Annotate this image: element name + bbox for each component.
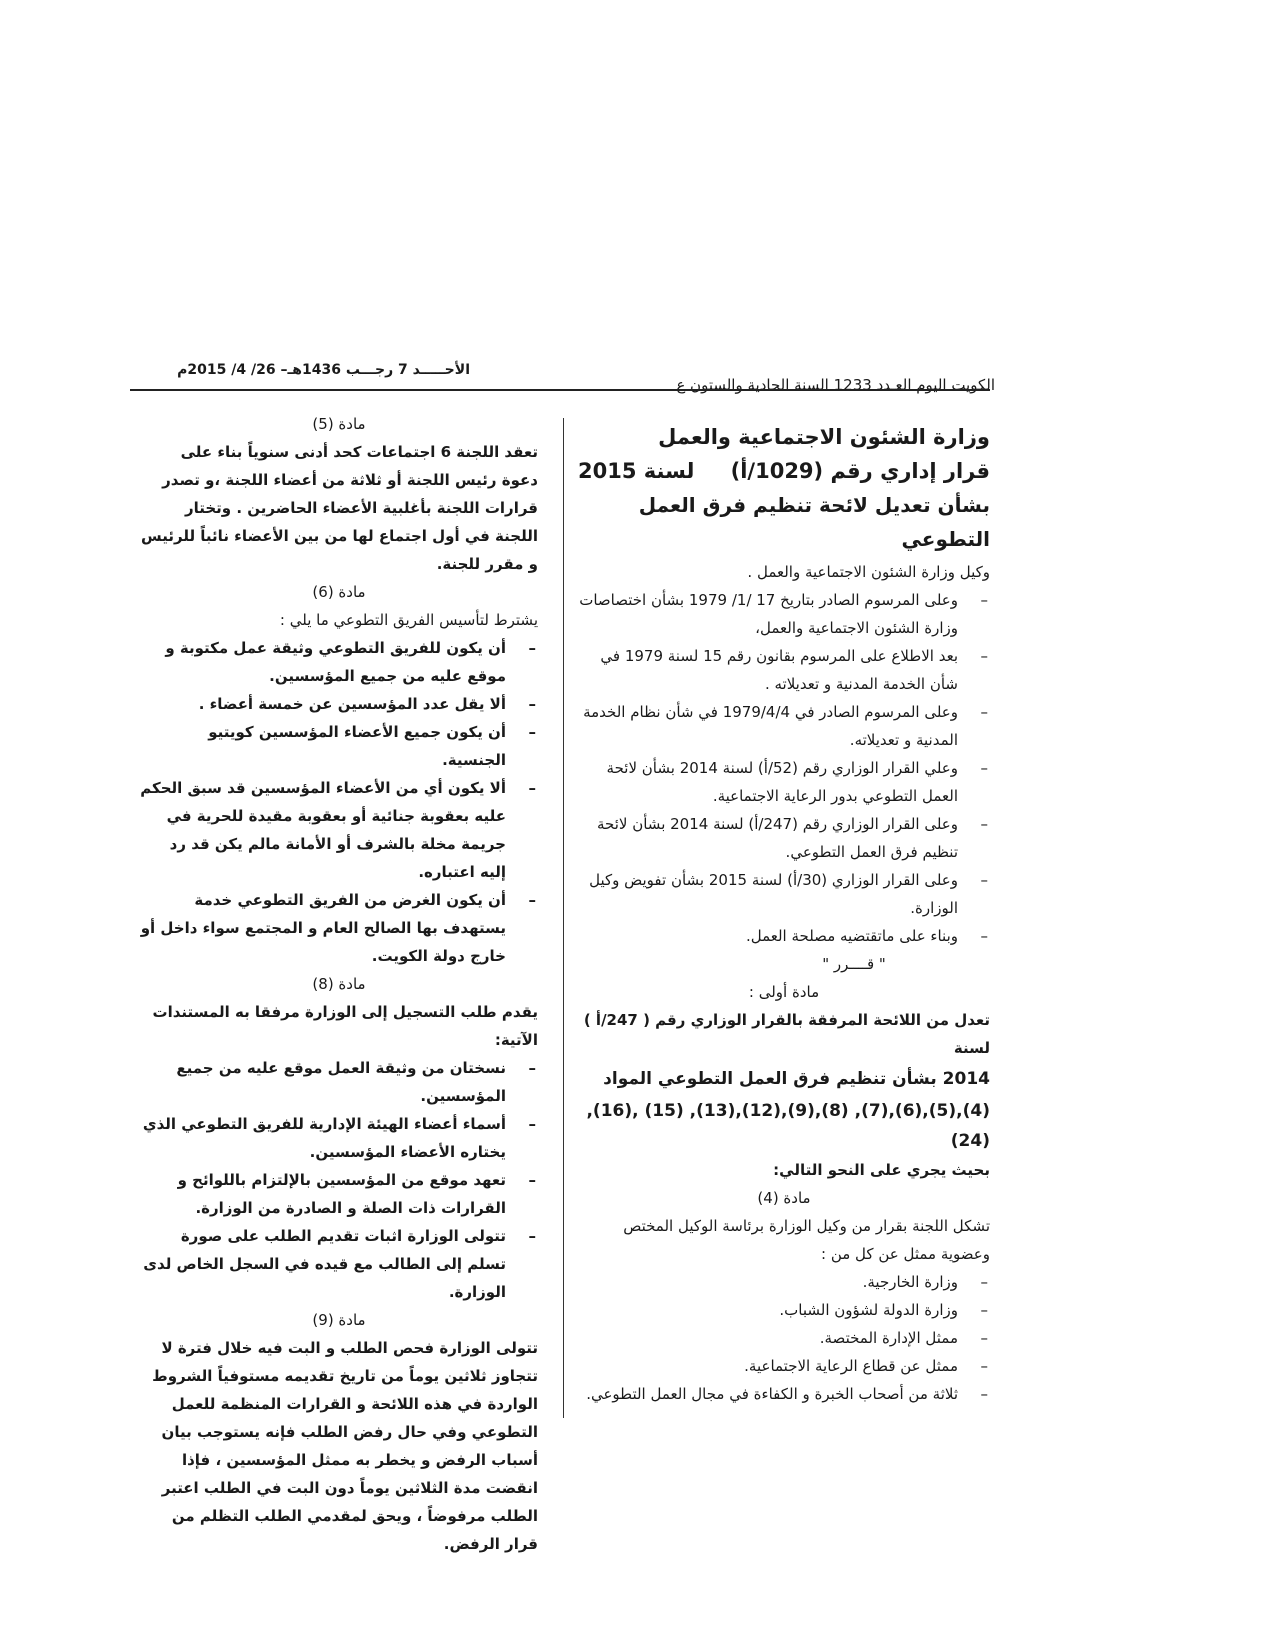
decision-heading bbox=[578, 454, 990, 488]
article-8-title: مادة (8) bbox=[312, 975, 366, 993]
decision-subject: بشأن تعديل لائحة تنظيم فرق العمل التطوعي bbox=[638, 493, 990, 551]
article-4-item: – ممثل عن قطاع الرعاية الاجتماعية. bbox=[578, 1352, 990, 1380]
recital-item: – وعلى المرسوم الصادر بتاريخ 17 /1/ 1979 بشأن اختصاصات وزارة الشئون الاجتماعية والعمل، bbox=[578, 586, 990, 642]
first-article-text: تعدل من اللائحة المرفقة بالقرار الوزاري رقم ( 247/أ ) لسنة bbox=[583, 1011, 990, 1057]
first-article-text-2: 2014 بشأن تنظيم فرق العمل التطوعي المواد bbox=[603, 1069, 990, 1089]
ministry-title: وزارة الشئون الاجتماعية والعمل bbox=[658, 425, 990, 449]
gazette-header-issue: الكويت اليوم العـدد 1233 السنة الحادية والستون ع bbox=[676, 376, 995, 394]
article-4-title: مادة (4) bbox=[757, 1189, 811, 1207]
article-6-intro: يشترط لتأسيس الفريق التطوعي ما يلي : bbox=[279, 611, 538, 629]
decision-year: لسنة 2015 bbox=[578, 459, 695, 483]
first-article-text-3: بحيث يجري على النحو التالي: bbox=[773, 1161, 990, 1179]
article-9-text: تتولى الوزارة فحص الطلب و البت فيه خلال فترة لا تتجاوز ثلاثين يوماً من تاريخ تقديمه مستوفياً الشروط الواردة في هذه اللائحة و القرارات المنظمة للعمل التطوعي وفي حال رفض الطلب فإنه يستوجب بيان أسباب الرفض و يخطر به ممثل المؤسسين ، فإذا انقضت مدة الثلاثين يوماً دون البت في الطلب اعتبر الطلب مرفوضاً ، ويحق لمقدمي الطلب التظلم من قرار الرفض. bbox=[152, 1339, 538, 1553]
recital-item: – وعلي القرار الوزاري رقم (52/أ) لسنة 2014 بشأن لائحة العمل التطوعي بدور الرعاية الاجتماعية. bbox=[578, 754, 990, 810]
gazette-header-date: الأحـــــد 7 رجـــب 1436هـ– 26/ 4/ 2015م bbox=[177, 362, 470, 378]
decides-heading: " قــــرر " bbox=[822, 955, 886, 973]
recital-item: – وبناء على ماتقتضيه مصلحة العمل. bbox=[578, 922, 990, 950]
recital-item: – وعلى القرار الوزاري (30/أ) لسنة 2015 بشأن تفويض وكيل الوزارة. bbox=[578, 866, 990, 922]
article-8-intro: يقدم طلب التسجيل إلى الوزارة مرفقا به المستندات الآتية: bbox=[152, 1003, 538, 1049]
article-9-title: مادة (9) bbox=[312, 1311, 366, 1329]
article-6-item: – أن يكون الغرض من الفريق التطوعي خدمة يستهدف بها الصالح العام و المجتمع سواء داخل أو خارج دولة الكويت. bbox=[140, 886, 538, 970]
article-4-item: – ممثل الإدارة المختصة. bbox=[578, 1324, 990, 1352]
article-6-title: مادة (6) bbox=[312, 583, 366, 601]
decision-intro: وكيل وزارة الشئون الاجتماعية والعمل . bbox=[747, 563, 990, 581]
article-4-text: تشكل اللجنة بقرار من وكيل الوزارة برئاسة الوكيل المختص وعضوية ممثل عن كل من : bbox=[623, 1217, 990, 1263]
article-6-item: – أن يكون للفريق التطوعي وثيقة عمل مكتوبة و موقع عليه من جميع المؤسسين. bbox=[140, 634, 538, 690]
amended-articles-list: (4),(5),(6),(7), (8),(9),(12),(13), (15) ,(16),(24) bbox=[586, 1101, 990, 1151]
recital-item: – بعد الاطلاع على المرسوم بقانون رقم 15 لسنة 1979 في شأن الخدمة المدنية و تعديلاته . bbox=[578, 642, 990, 698]
header-divider bbox=[130, 389, 990, 391]
article-4-item: – وزارة الخارجية. bbox=[578, 1268, 990, 1296]
right-column bbox=[578, 420, 990, 1408]
article-8-item: – تتولى الوزارة اثبات تقديم الطلب على صورة تسلم إلى الطالب مع قيده في السجل الخاص لدى الوزارة. bbox=[140, 1222, 538, 1306]
first-article-title: مادة أولى : bbox=[748, 983, 820, 1001]
article-8-item: – تعهد موقع من المؤسسين بالإلتزام باللوائح و القرارات ذات الصلة و الصادرة من الوزارة. bbox=[140, 1166, 538, 1222]
article-4-item: – وزارة الدولة لشؤون الشباب. bbox=[578, 1296, 990, 1324]
article-6-item: – ألا يقل عدد المؤسسين عن خمسة أعضاء . bbox=[140, 690, 538, 718]
article-6-item: – ألا يكون أي من الأعضاء المؤسسين قد سبق الحكم عليه بعقوبة جنائية أو بعقوبة مقيدة للحرية في جريمة مخلة بالشرف أو الأمانة مالم يكن قد رد إليه اعتباره. bbox=[140, 774, 538, 886]
article-5-title: مادة (5) bbox=[312, 415, 366, 433]
decision-number: قرار إداري رقم (1029/أ) bbox=[730, 459, 990, 483]
article-5-text: تعقد اللجنة 6 اجتماعات كحد أدنى سنوياً بناء على دعوة رئيس اللجنة أو ثلاثة من أعضاء اللجنة ،و تصدر قرارات اللجنة بأغلبية الأعضاء الحاضرين . وتختار اللجنة في أول اجتماع لها من بين الأعضاء نائباً للرئيس و مقرر للجنة. bbox=[141, 443, 538, 573]
article-6-item: – أن يكون جميع الأعضاء المؤسسين كويتيو الجنسية. bbox=[140, 718, 538, 774]
article-8-item: – أسماء أعضاء الهيئة الإدارية للفريق التطوعي الذي يختاره الأعضاء المؤسسين. bbox=[140, 1110, 538, 1166]
article-4-item: – ثلاثة من أصحاب الخبرة و الكفاءة في مجال العمل التطوعي. bbox=[578, 1380, 990, 1408]
recital-item: – وعلى المرسوم الصادر في 1979/4/4 في شأن نظام الخدمة المدنية و تعديلاته. bbox=[578, 698, 990, 754]
recital-item: – وعلى القرار الوزاري رقم (247/أ) لسنة 2014 بشأن لائحة تنظيم فرق العمل التطوعي. bbox=[578, 810, 990, 866]
article-8-item: – نسختان من وثيقة العمل موقع عليه من جميع المؤسسين. bbox=[140, 1054, 538, 1110]
left-column bbox=[140, 410, 538, 1558]
column-divider bbox=[563, 418, 564, 1418]
